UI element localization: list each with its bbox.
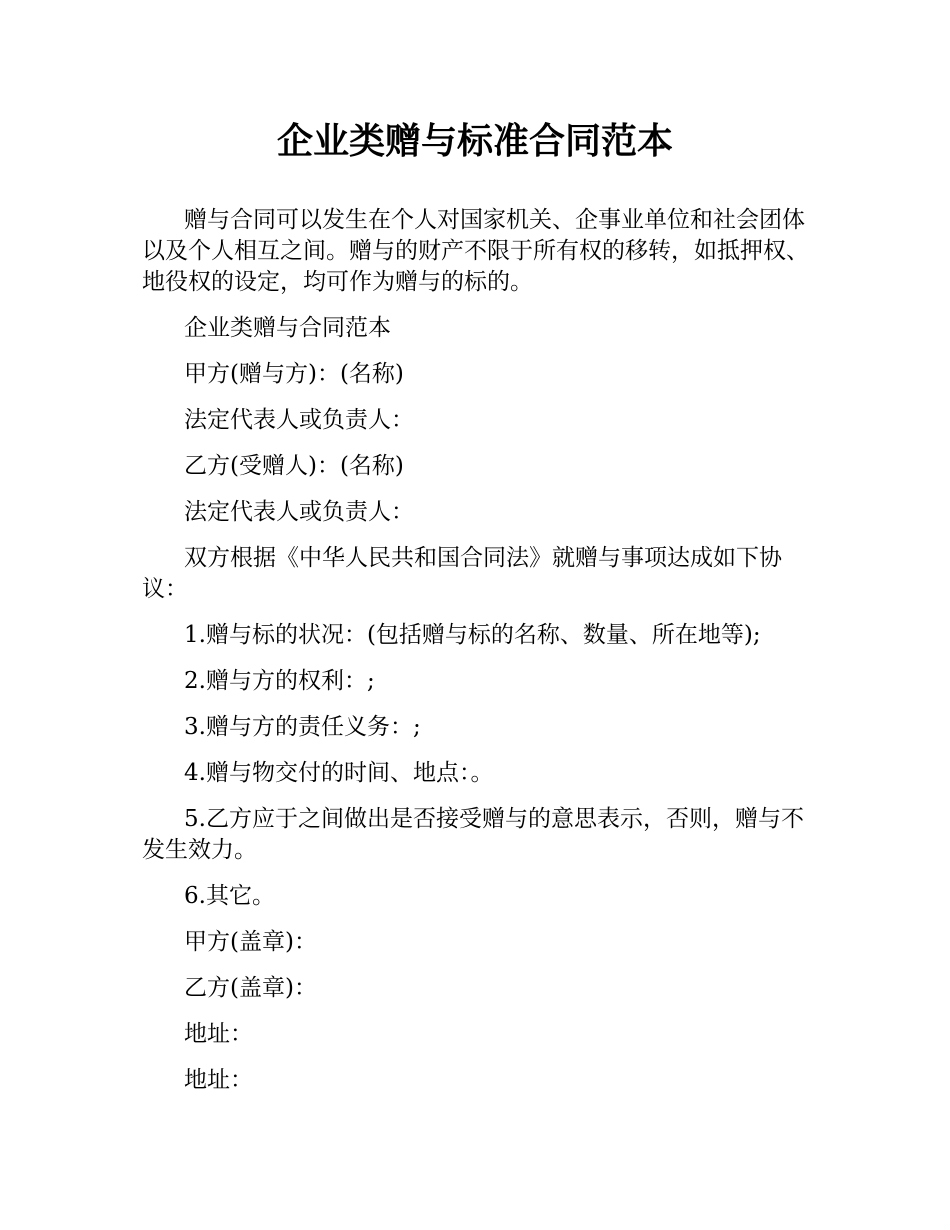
address-party-a: 地址：	[184, 1021, 253, 1047]
clause-2: 2.赠与方的权利：;	[184, 668, 375, 694]
clause-1: 1.赠与标的状况：(包括赠与标的名称、数量、所在地等);	[184, 622, 761, 648]
paragraph-contract-heading: 企业类赠与合同范本	[184, 315, 391, 341]
paragraph-party-a: 甲方(赠与方)：(名称)	[184, 361, 404, 387]
paragraph-agreement-basis: 双方根据《中华人民共和国合同法》就赠与事项达成如下协议：	[142, 545, 782, 602]
signature-party-b: 乙方(盖章)：	[184, 975, 317, 1001]
clause-6: 6.其它。	[184, 883, 275, 909]
paragraph-party-b-representative: 法定代表人或负责人：	[184, 499, 414, 525]
paragraph-party-b: 乙方(受赠人)：(名称)	[184, 453, 404, 479]
clause-3: 3.赠与方的责任义务：;	[184, 714, 421, 740]
clause-4: 4.赠与物交付的时间、地点：。	[184, 760, 494, 786]
signature-party-a: 甲方(盖章)：	[184, 929, 317, 955]
document-title: 企业类赠与标准合同范本	[276, 121, 673, 162]
paragraph-party-a-representative: 法定代表人或负责人：	[184, 407, 414, 433]
clause-5: 5.乙方应于之间做出是否接受赠与的意思表示，否则，赠与不发生效力。	[142, 806, 804, 863]
paragraph-intro: 赠与合同可以发生在个人对国家机关、企事业单位和社会团体以及个人相互之间。赠与的财产不限于所有权的移转，如抵押权、地役权的设定，均可作为赠与的标的。	[142, 207, 809, 295]
address-party-b: 地址：	[184, 1067, 253, 1093]
document-body	[142, 205, 822, 1111]
